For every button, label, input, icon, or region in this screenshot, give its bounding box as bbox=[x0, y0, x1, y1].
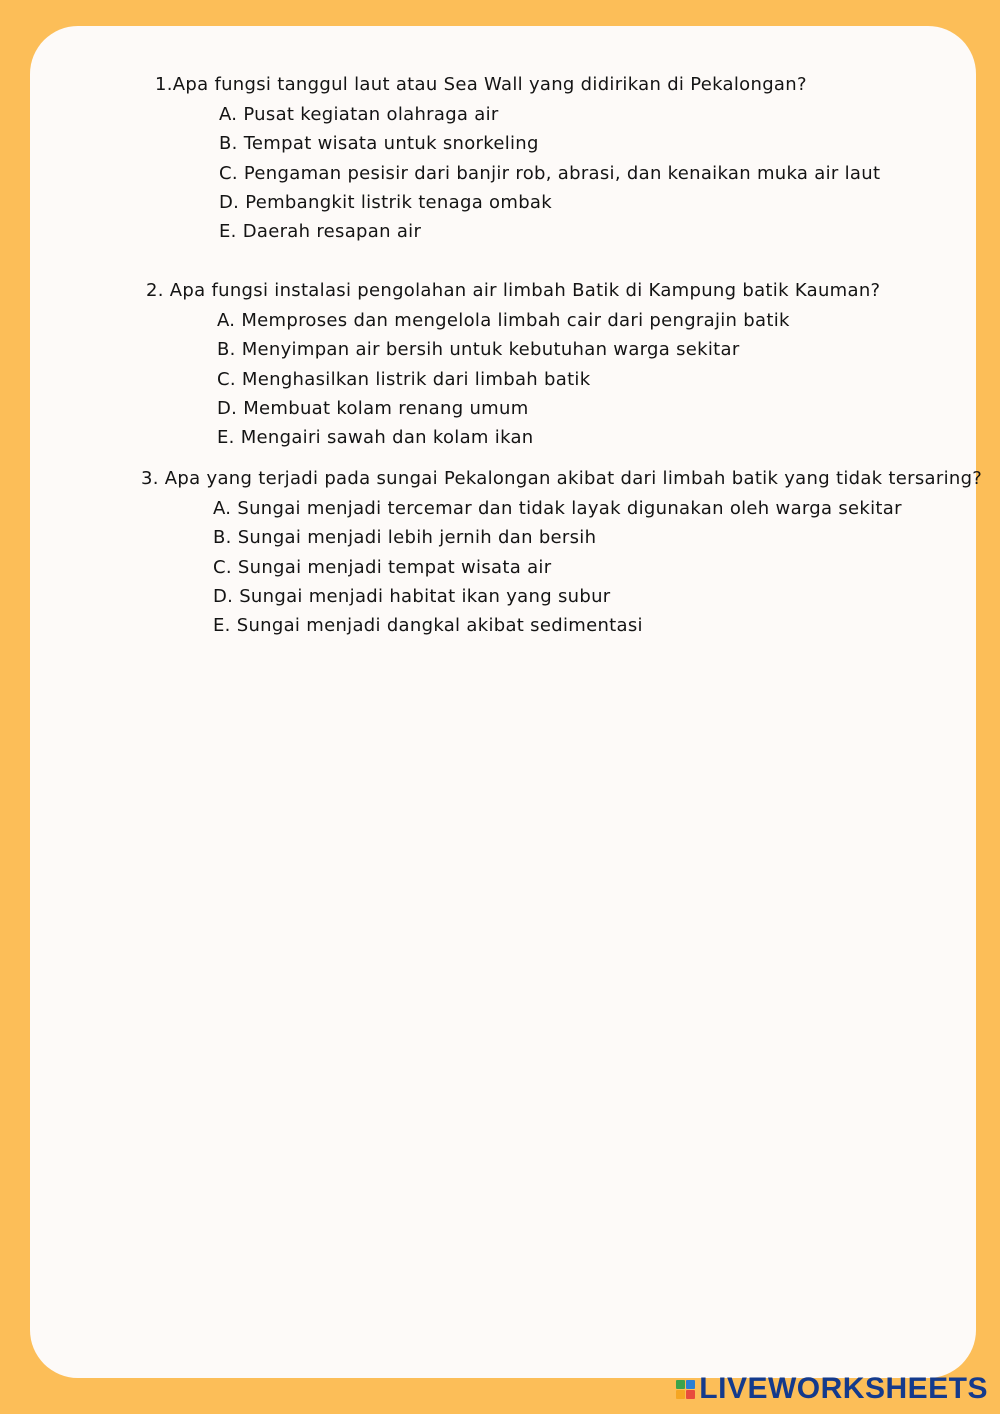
question-1 bbox=[155, 70, 880, 246]
question-2-option-e: E. Mengairi sawah dan kolam ikan bbox=[217, 427, 534, 449]
question-2-option-a: A. Memproses dan mengelola limbah cair dari pengrajin batik bbox=[217, 310, 790, 331]
worksheet-page bbox=[30, 26, 983, 1378]
logo-block-orange bbox=[676, 1390, 685, 1399]
question-2-options bbox=[146, 306, 880, 452]
logo-block-green bbox=[676, 1380, 685, 1389]
question-2-option-b: B. Menyimpan air bersih untuk kebutuhan warga sekitar bbox=[217, 339, 740, 361]
question-2 bbox=[146, 276, 880, 452]
question-1-option-a: A. Pusat kegiatan olahraga air bbox=[219, 104, 499, 125]
question-3-option-b: B. Sungai menjadi lebih jernih dan bersih bbox=[213, 527, 597, 549]
logo-block-red bbox=[686, 1390, 695, 1399]
logo-block-blue bbox=[686, 1380, 695, 1389]
question-1-option-b: B. Tempat wisata untuk snorkeling bbox=[219, 133, 539, 155]
question-2-option-d: D. Membuat kolam renang umum bbox=[217, 397, 529, 419]
question-3-option-e: E. Sungai menjadi dangkal akibat sedimentasi bbox=[213, 615, 643, 637]
question-1-text: 1.Apa fungsi tanggul laut atau Sea Wall yang didirikan di Pekalongan? bbox=[155, 74, 807, 95]
liveworksheets-logo[interactable] bbox=[676, 1372, 988, 1406]
question-1-options bbox=[155, 100, 880, 246]
question-3-options bbox=[141, 494, 982, 640]
question-3-text: 3. Apa yang terjadi pada sungai Pekalongan akibat dari limbah batik yang tidak tersaring? bbox=[141, 468, 983, 489]
question-1-option-e: E. Daerah resapan air bbox=[219, 221, 422, 243]
question-1-option-d: D. Pembangkit listrik tenaga ombak bbox=[219, 191, 552, 213]
brand-name: LIVEWORKSHEETS bbox=[699, 1372, 988, 1405]
question-3-option-c: C. Sungai menjadi tempat wisata air bbox=[213, 556, 552, 578]
question-3 bbox=[141, 464, 982, 640]
logo-blocks-icon bbox=[676, 1380, 695, 1399]
question-2-option-c: C. Menghasilkan listrik dari limbah batik bbox=[217, 368, 591, 390]
question-3-option-a: A. Sungai menjadi tercemar dan tidak layak digunakan oleh warga sekitar bbox=[213, 498, 902, 519]
question-1-option-c: C. Pengaman pesisir dari banjir rob, abrasi, dan kenaikan muka air laut bbox=[219, 162, 881, 184]
question-3-option-d: D. Sungai menjadi habitat ikan yang subur bbox=[213, 585, 611, 607]
question-2-text: 2. Apa fungsi instalasi pengolahan air limbah Batik di Kampung batik Kauman? bbox=[146, 280, 881, 301]
